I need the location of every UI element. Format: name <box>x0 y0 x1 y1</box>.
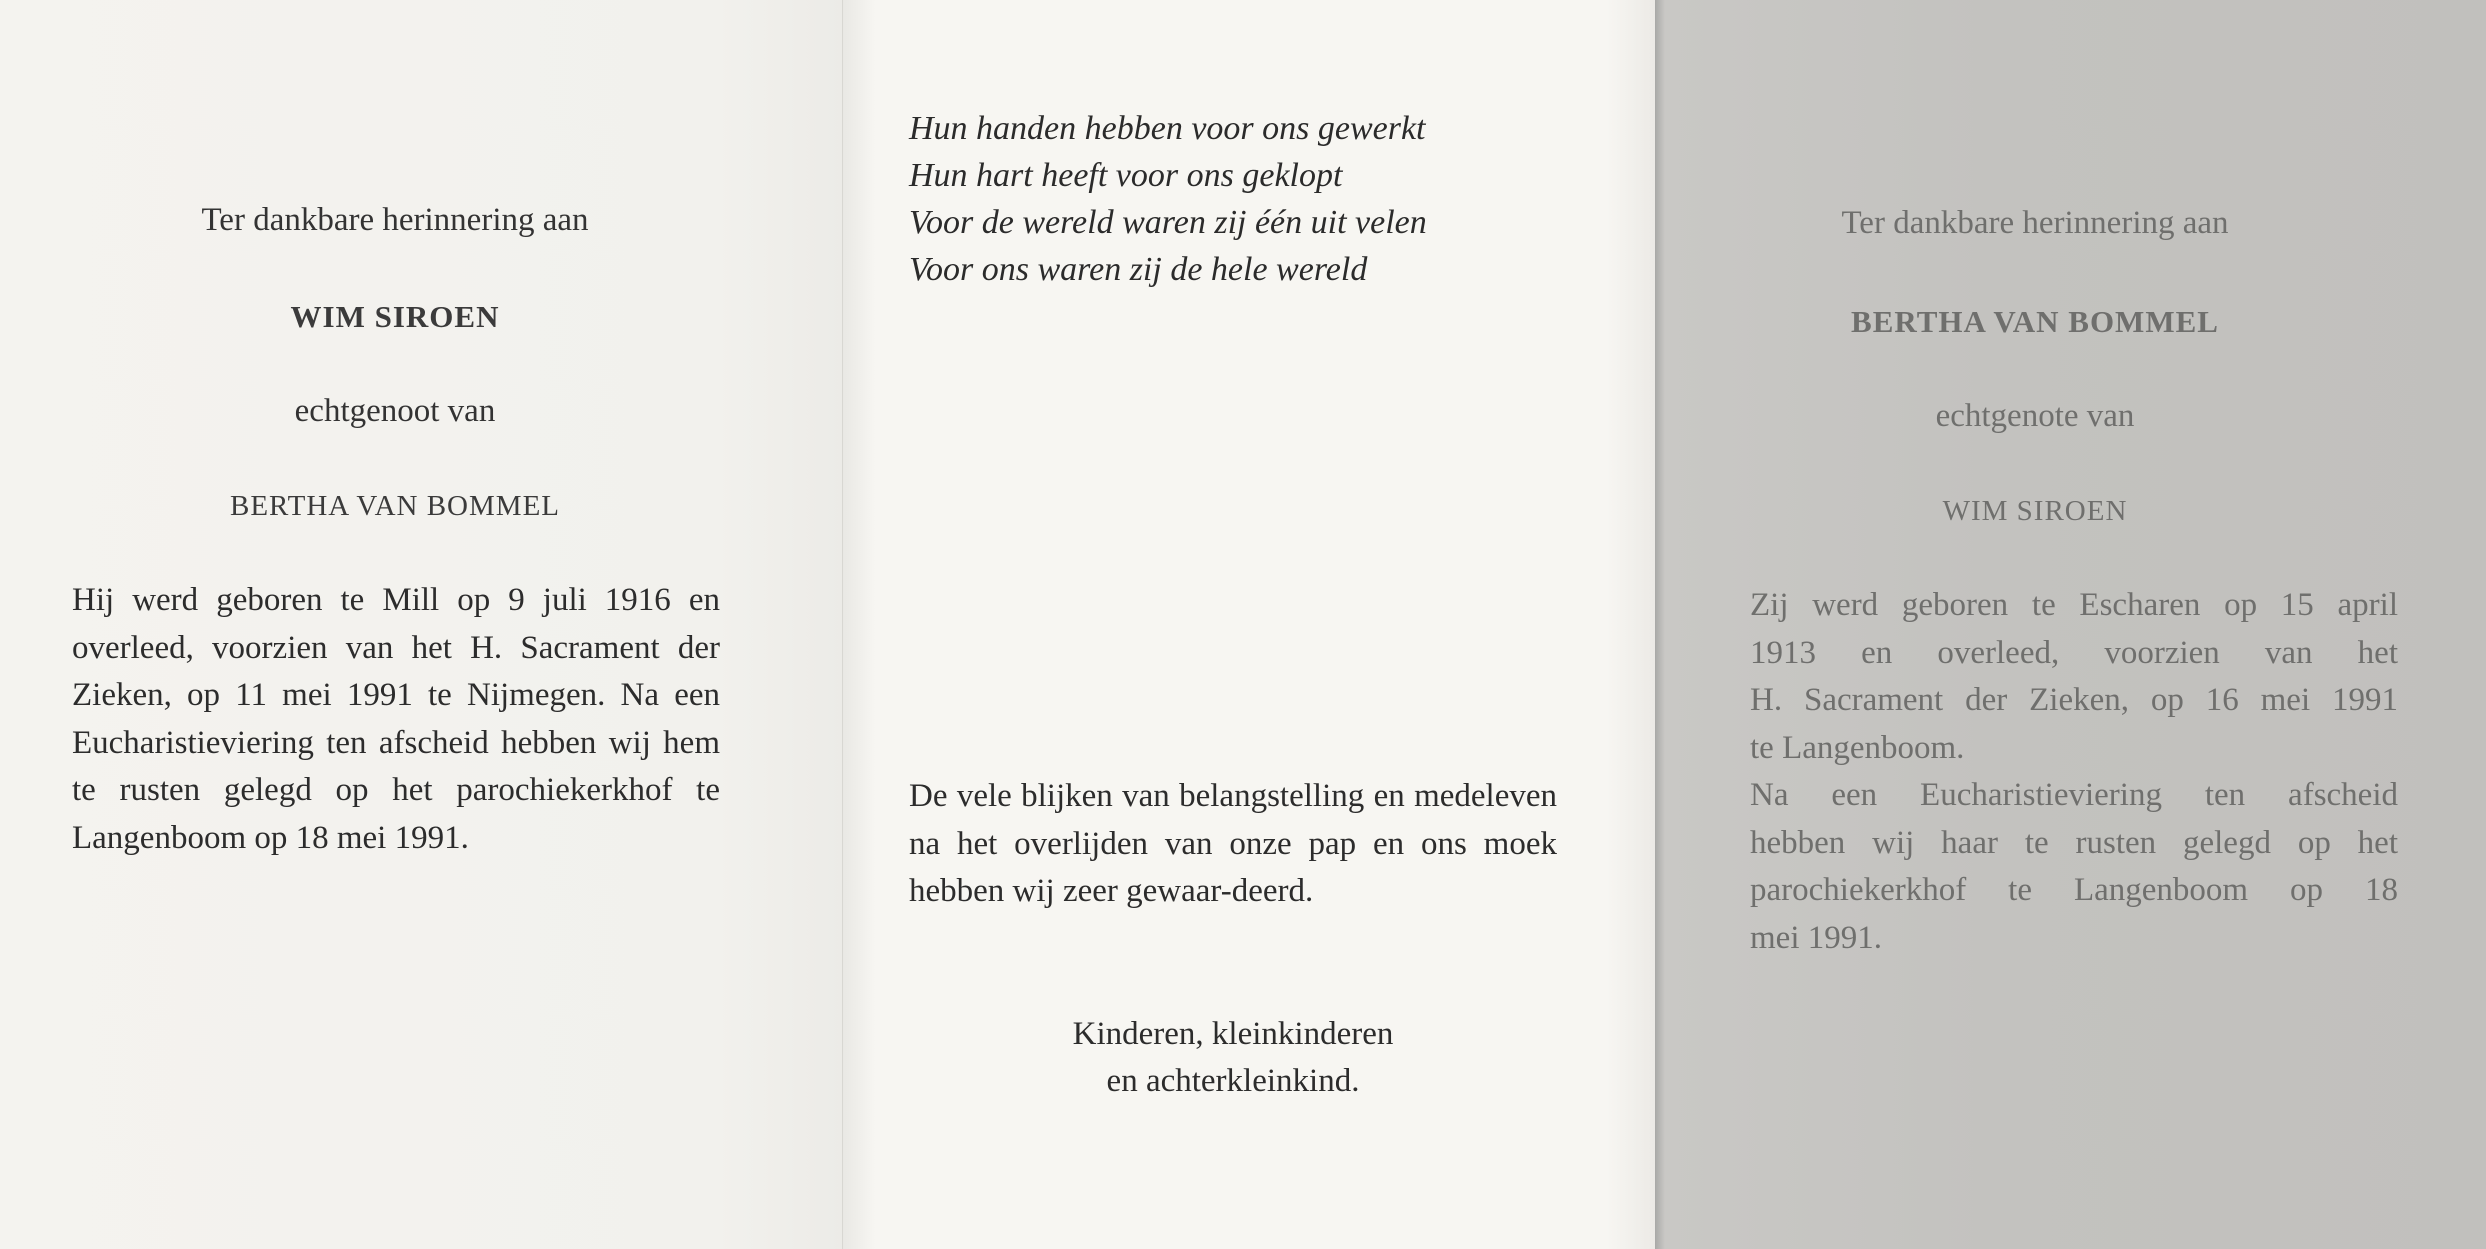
thanks-text: De vele blijken van belangstelling en medeleven na het overlijden van onze pap en ons moek hebben wij zeer gewaar-deerd. <box>909 778 1557 909</box>
left-deceased-name: WIM SIROEN <box>290 299 500 334</box>
left-relation: echtgenoot van <box>294 393 496 429</box>
middle-card-panel <box>843 0 1655 1249</box>
right-text-line: H. Sacrament der Zieken, op 16 mei 1991 <box>1750 682 2398 718</box>
left-card-panel <box>0 0 843 1249</box>
right-text-line: mei 1991. <box>1750 919 1882 956</box>
signature-line: Kinderen, kleinkinderen <box>1072 1016 1394 1052</box>
right-text-line: Na een Eucharistieviering ten afscheid <box>1750 777 2398 813</box>
right-relation: echtgenote van <box>1935 398 2135 434</box>
right-text-line: parochiekerkhof te Langenboom op 18 <box>1750 872 2398 908</box>
poem-line: Hun hart heeft voor ons geklopt <box>909 157 1343 194</box>
right-text-line: te Langenboom. <box>1750 729 1965 766</box>
poem-line: Hun handen hebben voor ons gewerkt <box>909 110 1426 147</box>
poem <box>909 105 1427 293</box>
left-heading: Ter dankbare herinnering aan <box>201 202 589 238</box>
right-text-line: Zij werd geboren te Escharen op 15 april <box>1750 587 2398 623</box>
right-spouse-name: WIM SIROEN <box>1942 495 2128 527</box>
left-spouse-name: BERTHA VAN BOMMEL <box>229 490 560 522</box>
right-card-panel <box>1655 0 2486 1249</box>
right-biography-text <box>1750 582 2398 962</box>
right-text-line: 1913 en overleed, voorzien van het <box>1750 634 2398 671</box>
right-heading: Ter dankbare herinnering aan <box>1841 205 2229 241</box>
right-deceased-name: BERTHA VAN BOMMEL <box>1851 304 2219 339</box>
right-text-line: hebben wij haar te rusten gelegd op het <box>1750 824 2398 861</box>
poem-line: Voor de wereld waren zij één uit velen <box>909 204 1427 241</box>
left-biography-text: Hij werd geboren te Mill op 9 juli 1916 en overleed, voorzien van het H. Sacrament der Zieken, op 11 mei 1991 te Nijmegen. Na een Eucharistieviering ten afscheid hebben wij hem te rusten gelegd op het parochiekerkhof te Langenboom op 18 mei 1991. <box>72 582 720 856</box>
poem-line: Voor ons waren zij de hele wereld <box>909 251 1368 288</box>
signature-line: en achterkleinkind. <box>1106 1063 1360 1099</box>
signature <box>843 1011 1623 1105</box>
